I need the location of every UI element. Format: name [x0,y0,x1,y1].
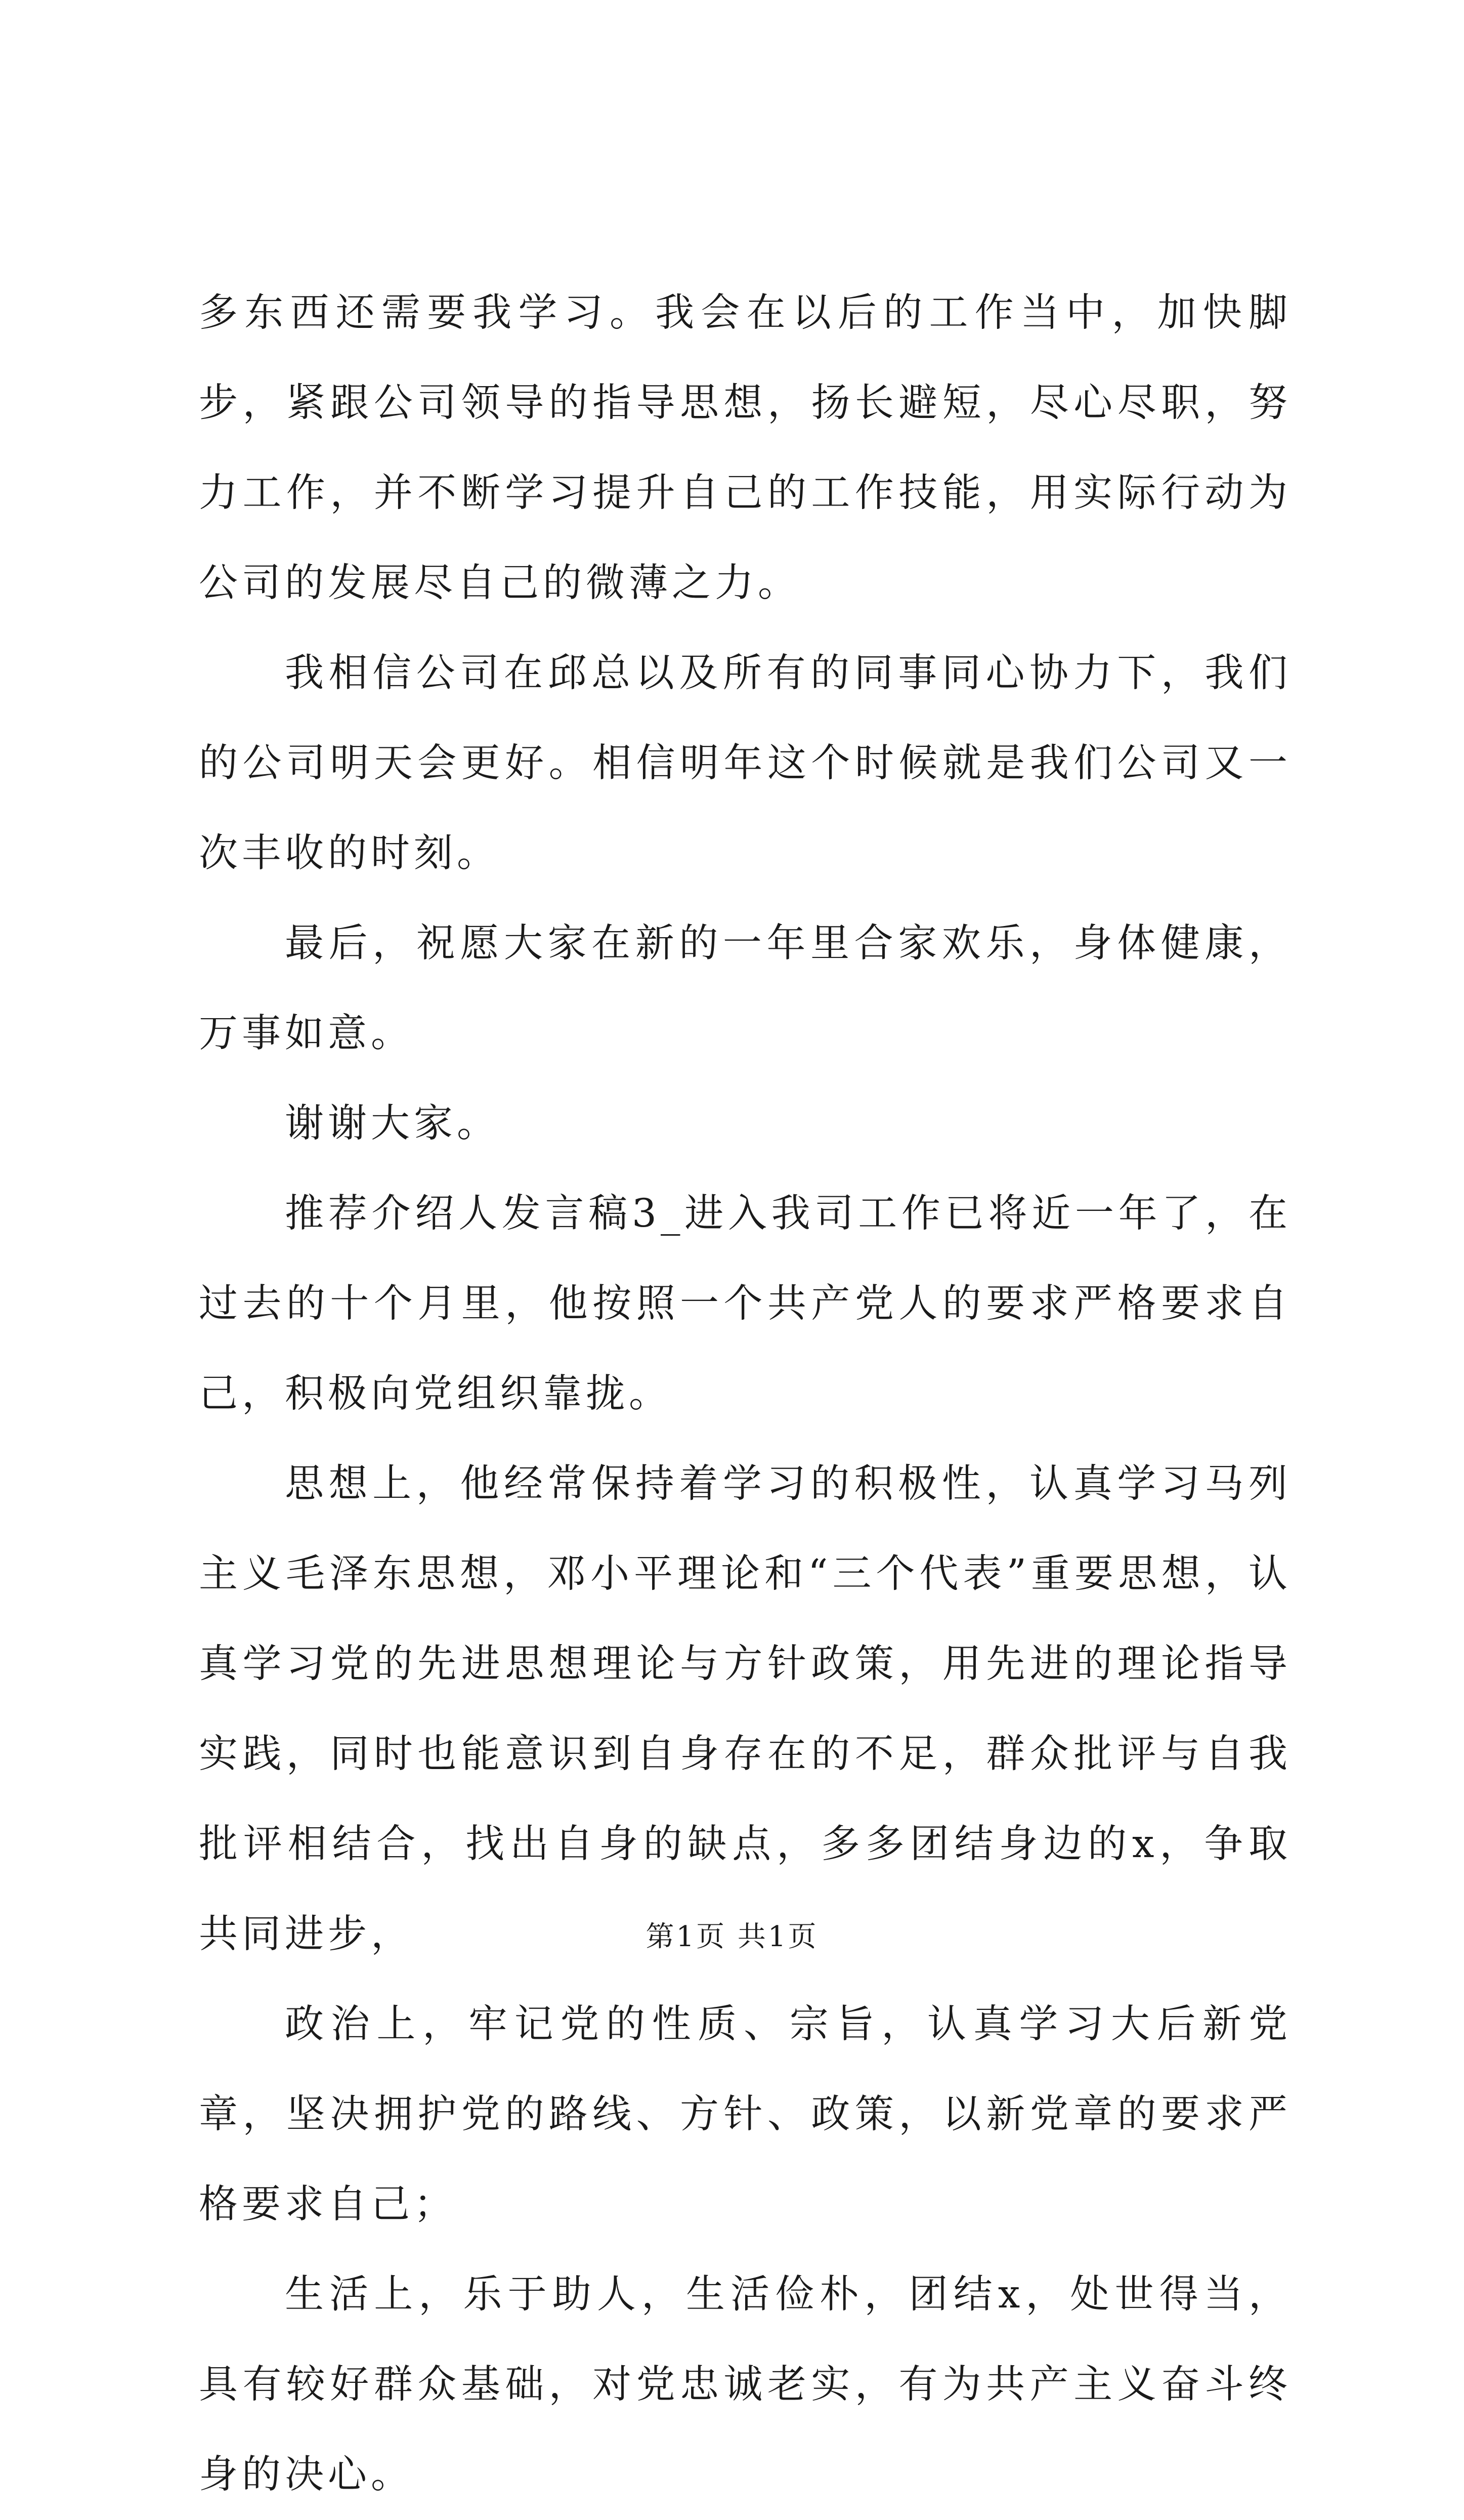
paragraph-5: 推荐介绍人发言稿3_进入我司工作已将近一年了，在过去的十个月里，他按照一个共产党人的要求严格要求自己，积极向党组织靠拢。 [199,1191,1291,1416]
paragraph-7: 政治上，牢记党的性质、宗旨，认真学习大后新党章，坚决拥护党的路线、方针、政策，以新党章的要求严格要求自己； [199,2002,1291,2227]
document-body [199,268,1291,2520]
paragraph-2: 我相信公司在邱总以及所有的同事同心协力下，我们的公司明天会更好。相信明年这个时候就是我们公司又一次丰收的时刻。 [199,651,1291,876]
paragraph-4: 谢谢大家。 [285,1101,500,1146]
paragraph-6: 思想上，他经常保持着学习的积极性，认真学习马列主义毛泽东思想，邓小平理论和“三个代表”重要思想，认真学习党的先进思想理论与方针政策，用先进的理论指导实践，同时也能意识到自身存在的不足，群众批评与自我批评相结合，找出自身的缺点，多多团结身边的x，争取共同进步， [199,1461,1291,1957]
page-footer: 第1页 共1页 [645,1920,819,1953]
paragraph-1: 多东西还需要我学习。我会在以后的工作当中，加快脚步，紧跟公司领导的指导思想，扬长避短，尽心尽职，努力工作，并不断学习提升自己的工作技能，用实际行动为公司的发展尽自己的微薄之力。 [199,290,1291,606]
paragraph-8: 生活上，乐于助人，生活俭朴，团结x，处世得当，具有较好群众基础，对党忠诚老实，有为共产主义奋斗终身的决心。 [199,2272,1291,2497]
paragraph-3: 最后，祝愿大家在新的一年里合家欢乐，身体健康，万事如意。 [199,921,1291,1056]
